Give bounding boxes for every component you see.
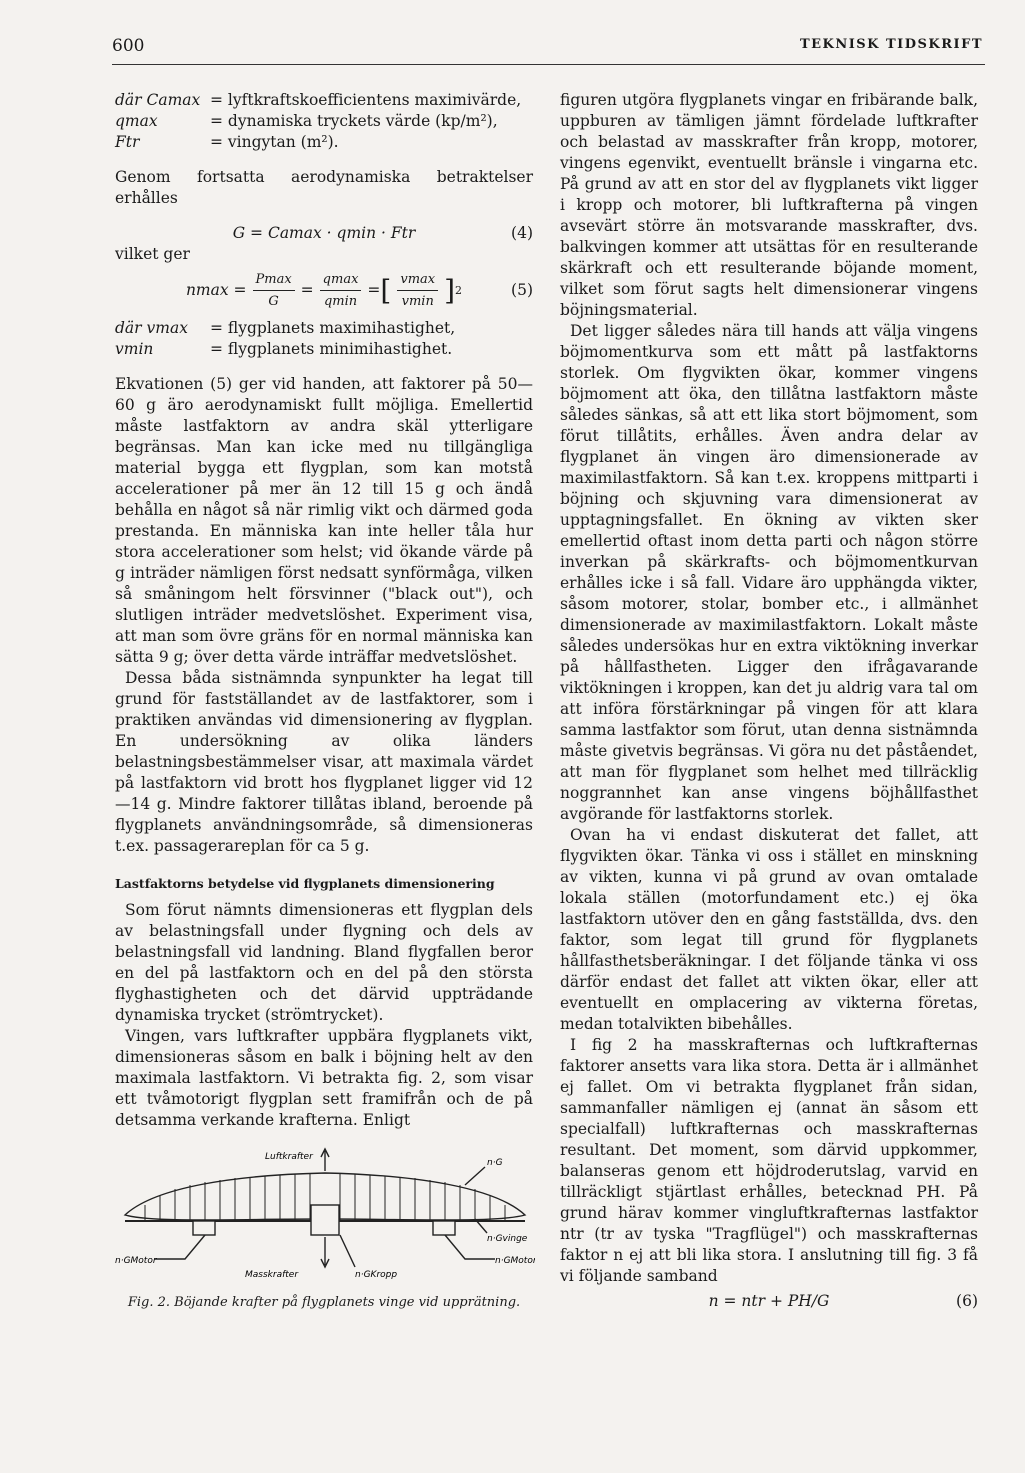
definition-row xyxy=(115,318,533,339)
definition-symbol: Ftr xyxy=(115,133,140,151)
left-column xyxy=(115,90,533,1313)
fraction xyxy=(397,269,438,312)
equals-sign: = xyxy=(300,281,314,299)
paragraph: Som förut nämnts dimensioneras ett flygplan dels av belastningsfall under flygning och dels av belastningsfall vid landning. Bland flygfallen beror en del på lastfaktorn och en del på den största flyghastigheten och det därvid uppträdande dynamiska trycket (strömtrycket). xyxy=(115,901,533,1024)
section-heading: Lastfaktorns betydelse vid flygplanets dimensionering xyxy=(115,876,495,891)
numerator: Pmax xyxy=(253,269,295,291)
definition-row xyxy=(115,339,533,360)
page-number: 600 xyxy=(112,36,145,56)
left-bracket: [ xyxy=(380,273,392,307)
equation-number: (6) xyxy=(956,1292,978,1310)
definition-row xyxy=(115,132,533,153)
numerator: vmax xyxy=(397,269,438,291)
definition-symbol: qmax xyxy=(115,112,158,130)
paragraph: Vingen, vars luftkrafter uppbära flygplanets vikt, dimensioneras såsom en balk i böjning helt av den maximala lastfaktorn. Vi betrakta fig. 2, som visar ett tvåmotorigt flygplan sett framifrån och de på detsamma verkande krafterna. Enligt xyxy=(115,1027,533,1129)
denominator: qmin xyxy=(323,294,358,309)
paragraph: Det ligger således nära till hands att välja vingens böjmomentkurva som ett mått på lastfaktorns storlek. Om flygvikten ökar, kommer vingens böjmoment att öka, den tillåtna lastfaktorn måste således sänkas, så att ett lika stort böjmoment, som förut tillåtits, erhålles. Även andra delar av flygplanet än vingen äro dimensionerade av maximilastfaktorn. Så kan t.ex. kroppens mittparti i böjning och skjuvning vara dimensionerat av upptagningsfallet. En ökning av vikten sker emellertid oftast inom detta parti och någon större inverkan på skärkrafts- och böjmomentkurvan erhålles icke i så fall. Vidare äro upphängda vikter, såsom motorer, stolar, bomber etc., i allmänhet dimensionerade av maximilastfaktorn. Lokalt måste således undersökas hur en extra viktökning inverkar på hållfastheten. Ligger den ifrågavarande viktökningen i kroppen, kan det ju aldrig vara tal om att införa förstärkningar på vingen för att klara samma lastfaktor som förut, utan denna sistnämnda måste givetvis begränsas. Vi göra nu det påståendet, att man för flygplanet som helhet med tillräcklig noggrannhet kan anse vingens böjhållfasthet avgörande för lastfaktorns storlek. xyxy=(560,322,978,823)
denominator: vmin xyxy=(401,294,434,309)
right-bracket: ] xyxy=(444,273,456,307)
equation-4 xyxy=(115,223,533,244)
figure-2 xyxy=(115,1147,533,1313)
label-luftkrafter: Luftkrafter xyxy=(265,1152,313,1162)
definition-text: = vingytan (m²). xyxy=(210,133,339,151)
label-nmotor-right: n·GMotor xyxy=(495,1256,535,1266)
denominator: G xyxy=(268,294,279,309)
equation-body: G = Camax · qmin · Ftr xyxy=(232,224,416,242)
definition-text: = lyftkraftskoefficientens maximivärde, xyxy=(210,91,522,109)
label-nkropp: n·GKropp xyxy=(355,1270,398,1280)
fraction xyxy=(253,269,295,312)
definition-text: = flygplanets minimihastighet. xyxy=(210,340,453,358)
equation-5 xyxy=(115,269,533,312)
fuselage xyxy=(311,1205,339,1235)
equation-lhs: nmax = xyxy=(185,281,247,299)
paragraph: Dessa båda sistnämnda synpunkter ha legat till grund för fastställandet av de lastfaktorer, som i praktiken användas vid dimensionering av flygplan. En undersökning av olika länders belastningsbestämmelser visar, att maximala värdet på lastfaktorn vid brott hos flygplanet ligger vid 12—14 g. Mindre faktorer tillåtas ibland, beroende på flygplanets användningsområde, så dimensioneras t.ex. passagerareplan för ca 5 g. xyxy=(115,669,533,855)
exponent: 2 xyxy=(455,284,463,297)
label-masskrafter: Masskrafter xyxy=(245,1270,299,1280)
definition-symbol: där Camax xyxy=(115,91,201,109)
definition-symbol: där vmax xyxy=(115,319,188,337)
wing-force-diagram xyxy=(115,1147,535,1282)
paragraph: figuren utgöra flygplanets vingar en fribärande balk, uppburen av tämligen jämnt fördelade luftkrafter och belastad av masskrafter från kropp, motorer, vingens egenvikt, eventuellt bränsle i vingarna etc. På grund av att en stor del av flygplanets vikt ligger i kropp och motorer, bli luftkrafterna på vingen avsevärt större än motsvarande masskrafter, dvs. balkvingen kommer att utsättas för en resulterande skärkraft och ett resulterande böjande moment, vilket som förut sagts helt dimensionerar vingens böjningsmaterial. xyxy=(560,91,978,319)
motor-right xyxy=(433,1221,455,1235)
equation-body: n = ntr + PH/G xyxy=(708,1292,830,1310)
equation-number: (5) xyxy=(511,281,533,299)
motor-left xyxy=(193,1221,215,1235)
paragraph: Genom fortsatta aerodynamiska betraktelser erhålles xyxy=(115,168,533,207)
definition-text: = dynamiska tryckets värde (kp/m²), xyxy=(210,112,498,130)
label-nvinge: n·Gvinge xyxy=(487,1234,528,1244)
paragraph: Ekvationen (5) ger vid handen, att faktorer på 50—60 g äro aerodynamiskt fullt möjliga. Emellertid måste lastfaktorn av andra skäl ytterligare begränsas. Man kan icke med nu tillgängliga material bygga ett flygplan, som kan motstå accelerationer på mer än 12 till 15 g och ändå behålla en något så när rimlig vikt och därmed goda prestanda. En människa kan inte heller tåla hur stora accelerationer som helst; vid ökande värde på g inträder nämligen först nedsatt synförmåga, vilken så småningom helt försvinner ("black out"), och slutligen inträder medvetslöshet. Experiment visa, att man som övre gräns för en normal människa kan sätta 9 g; över detta värde inträffar medvetslöshet. xyxy=(115,375,533,666)
fraction xyxy=(320,269,362,312)
numerator: qmax xyxy=(320,269,362,291)
equation-number: (4) xyxy=(511,224,533,242)
journal-title: TEKNISK TIDSKRIFT xyxy=(799,37,983,52)
definition-row xyxy=(115,90,533,111)
paragraph: vilket ger xyxy=(115,245,190,263)
right-column xyxy=(560,90,978,1312)
label-ng: n·G xyxy=(487,1158,503,1168)
equals-sign: = xyxy=(367,281,381,299)
paragraph: I fig 2 ha masskrafternas och luftkrafternas faktorer ansetts vara lika stora. Detta är i allmänhet ej fallet. Om vi betrakta flygplanet från sidan, sammanfaller nämligen ej (annat än såsom ett specialfall) luftkrafternas och masskrafternas resultant. Det moment, som därvid uppkommer, balanseras genom ett höjdroderutslag, varvid en tillräckligt stjärtlast erhålles, betecknad PH. På grund härav kommer vingluftkrafternas lastfaktor ntr (tr av tyska "Tragflügel") och masskrafternas faktor n ej att bli lika stora. I anslutning till fig. 3 få vi följande samband xyxy=(560,1036,978,1285)
figure-caption: Fig. 2. Böjande krafter på flygplanets vinge vid upprätning. xyxy=(127,1295,521,1310)
definition-row xyxy=(115,111,533,132)
header-rule xyxy=(112,64,985,65)
equation-6 xyxy=(560,1291,978,1312)
definition-symbol: vmin xyxy=(115,340,154,358)
definition-text: = flygplanets maximihastighet, xyxy=(210,319,456,337)
paragraph: Ovan ha vi endast diskuterat det fallet, att flygvikten ökar. Tänka vi oss i stället en minskning av vikten, kunna vi på grund av ovan omtalade lokala ställen (motorfundament etc.) ej öka lastfaktorn utöver den en gång fastställda, dvs. den faktor, som legat till grund för flygplanets hållfasthetsberäkningar. I det följande tänka vi oss därför endast det fallet att vikten ökar, eller att eventuellt en omplacering av vikterna företas, medan totalvikten bibehålles. xyxy=(560,826,978,1033)
label-nmotor-left: n·GMotor xyxy=(115,1256,157,1266)
